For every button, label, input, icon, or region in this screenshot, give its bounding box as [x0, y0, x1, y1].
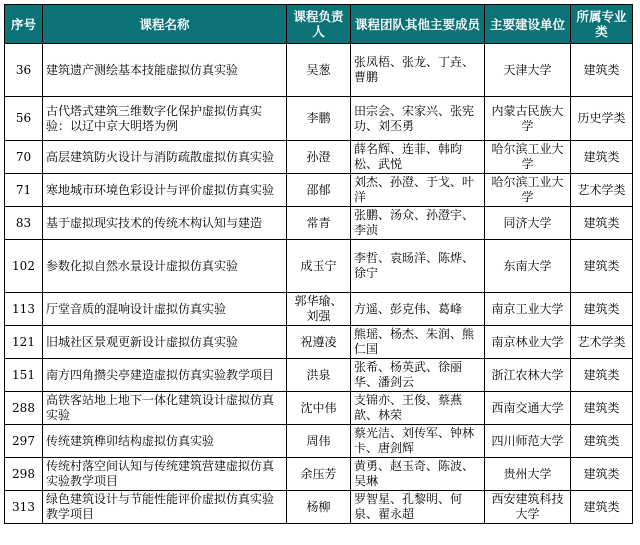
table-row: [5, 425, 633, 458]
cell-course-lead: 吴葱: [287, 44, 351, 97]
table-row: [5, 207, 633, 240]
cell-team-members: 李哲、袁旸洋、陈烨、徐宁: [351, 240, 485, 293]
cell-unit: 同济大学: [485, 207, 571, 240]
cell-category: 建筑类: [571, 491, 633, 524]
cell-unit: 哈尔滨工业大学: [485, 141, 571, 174]
cell-category: 艺术学类: [571, 326, 633, 359]
cell-no: 288: [5, 392, 43, 425]
table-row: [5, 44, 633, 97]
cell-team-members: 薛名辉、连菲、韩昀松、武悦: [351, 141, 485, 174]
cell-course-name: 南方四角攒尖亭建造虚拟仿真实验教学项目: [43, 359, 287, 392]
cell-unit: 天津大学: [485, 44, 571, 97]
table-row: [5, 458, 633, 491]
cell-team-members: 张鹏、汤众、孙澄宇、李浈: [351, 207, 485, 240]
cell-team-members: 支锦亦、王俊、蔡燕歆、林荣: [351, 392, 485, 425]
cell-course-lead: 杨柳: [287, 491, 351, 524]
cell-no: 297: [5, 425, 43, 458]
cell-course-lead: 周伟: [287, 425, 351, 458]
cell-no: 56: [5, 97, 43, 141]
table-row: [5, 97, 633, 141]
cell-unit: 内蒙古民族大学: [485, 97, 571, 141]
table-row: [5, 174, 633, 207]
cell-team-members: 蔡光洁、刘传军、钟林卡、唐剑辉: [351, 425, 485, 458]
header-course-lead: 课程负责人: [287, 5, 351, 44]
cell-no: 102: [5, 240, 43, 293]
cell-course-name: 高铁客站地上地下一体化建筑设计虚拟仿真实验: [43, 392, 287, 425]
cell-category: 建筑类: [571, 359, 633, 392]
cell-course-lead: 郭华瑜、刘强: [287, 293, 351, 326]
header-unit: 主要建设单位: [485, 5, 571, 44]
cell-course-lead: 祝遵凌: [287, 326, 351, 359]
header-team-members: 课程团队其他主要成员: [351, 5, 485, 44]
cell-unit: 东南大学: [485, 240, 571, 293]
cell-course-name: 传统村落空间认知与传统建筑营建虚拟仿真实验教学项目: [43, 458, 287, 491]
cell-no: 71: [5, 174, 43, 207]
table-row: [5, 141, 633, 174]
table-row: [5, 392, 633, 425]
cell-unit: 浙江农林大学: [485, 359, 571, 392]
cell-category: 建筑类: [571, 392, 633, 425]
cell-course-name: 旧城社区景观更新设计虚拟仿真实验: [43, 326, 287, 359]
table-row: [5, 491, 633, 524]
course-table-container: [4, 4, 633, 524]
cell-course-name: 高层建筑防火设计与消防疏散虚拟仿真实验: [43, 141, 287, 174]
cell-course-name: 建筑遗产测绘基本技能虚拟仿真实验: [43, 44, 287, 97]
cell-no: 151: [5, 359, 43, 392]
cell-course-name: 古代塔式建筑三维数字化保护虚拟仿真实验：以辽中京大明塔为例: [43, 97, 287, 141]
cell-category: 建筑类: [571, 141, 633, 174]
cell-unit: 哈尔滨工业大学: [485, 174, 571, 207]
cell-category: 建筑类: [571, 240, 633, 293]
cell-course-name: 基于虚拟现实技术的传统木构认知与建造: [43, 207, 287, 240]
cell-course-name: 传统建筑榫卯结构虚拟仿真实验: [43, 425, 287, 458]
cell-course-name: 绿色建筑设计与节能性能评价虚拟仿真实验教学项目: [43, 491, 287, 524]
cell-category: 建筑类: [571, 293, 633, 326]
cell-team-members: 熊瑶、杨杰、朱润、熊仁国: [351, 326, 485, 359]
cell-team-members: 田宗会、宋家兴、张宪功、刘丕勇: [351, 97, 485, 141]
cell-course-lead: 孙澄: [287, 141, 351, 174]
cell-unit: 西安建筑科技大学: [485, 491, 571, 524]
table-header-row: [5, 5, 633, 44]
cell-team-members: 罗智星、孔黎明、何泉、翟永超: [351, 491, 485, 524]
cell-unit: 南京工业大学: [485, 293, 571, 326]
cell-no: 313: [5, 491, 43, 524]
cell-category: 建筑类: [571, 458, 633, 491]
header-category: 所属专业类: [571, 5, 633, 44]
cell-team-members: 刘杰、孙澄、于戈、叶洋: [351, 174, 485, 207]
header-no: 序号: [5, 5, 43, 44]
cell-team-members: 张凤梧、张龙、丁垚、曹鹏: [351, 44, 485, 97]
cell-course-lead: 成玉宁: [287, 240, 351, 293]
cell-course-lead: 洪泉: [287, 359, 351, 392]
cell-course-lead: 余压芳: [287, 458, 351, 491]
cell-course-name: 参数化拟自然水景设计虚拟仿真实验: [43, 240, 287, 293]
cell-category: 艺术学类: [571, 174, 633, 207]
table-row: [5, 293, 633, 326]
header-course-name: 课程名称: [43, 5, 287, 44]
cell-course-name: 厅堂音质的混响设计虚拟仿真实验: [43, 293, 287, 326]
cell-unit: 西南交通大学: [485, 392, 571, 425]
course-table: [4, 4, 633, 524]
table-row: [5, 240, 633, 293]
cell-course-lead: 常青: [287, 207, 351, 240]
cell-course-lead: 邵郁: [287, 174, 351, 207]
cell-unit: 南京林业大学: [485, 326, 571, 359]
cell-team-members: 黄勇、赵玉奇、陈波、吴琳: [351, 458, 485, 491]
table-row: [5, 359, 633, 392]
cell-no: 298: [5, 458, 43, 491]
cell-no: 113: [5, 293, 43, 326]
cell-team-members: 张希、杨英武、徐丽华、潘剑云: [351, 359, 485, 392]
cell-team-members: 方遥、彭克伟、葛峰: [351, 293, 485, 326]
cell-category: 历史学类: [571, 97, 633, 141]
table-row: [5, 326, 633, 359]
cell-no: 121: [5, 326, 43, 359]
cell-no: 83: [5, 207, 43, 240]
cell-category: 建筑类: [571, 44, 633, 97]
cell-course-lead: 沈中伟: [287, 392, 351, 425]
cell-category: 建筑类: [571, 207, 633, 240]
cell-course-name: 寒地城市环境色彩设计与评价虚拟仿真实验: [43, 174, 287, 207]
cell-unit: 贵州大学: [485, 458, 571, 491]
cell-no: 70: [5, 141, 43, 174]
cell-course-lead: 李鹏: [287, 97, 351, 141]
cell-unit: 四川师范大学: [485, 425, 571, 458]
cell-category: 建筑类: [571, 425, 633, 458]
cell-no: 36: [5, 44, 43, 97]
